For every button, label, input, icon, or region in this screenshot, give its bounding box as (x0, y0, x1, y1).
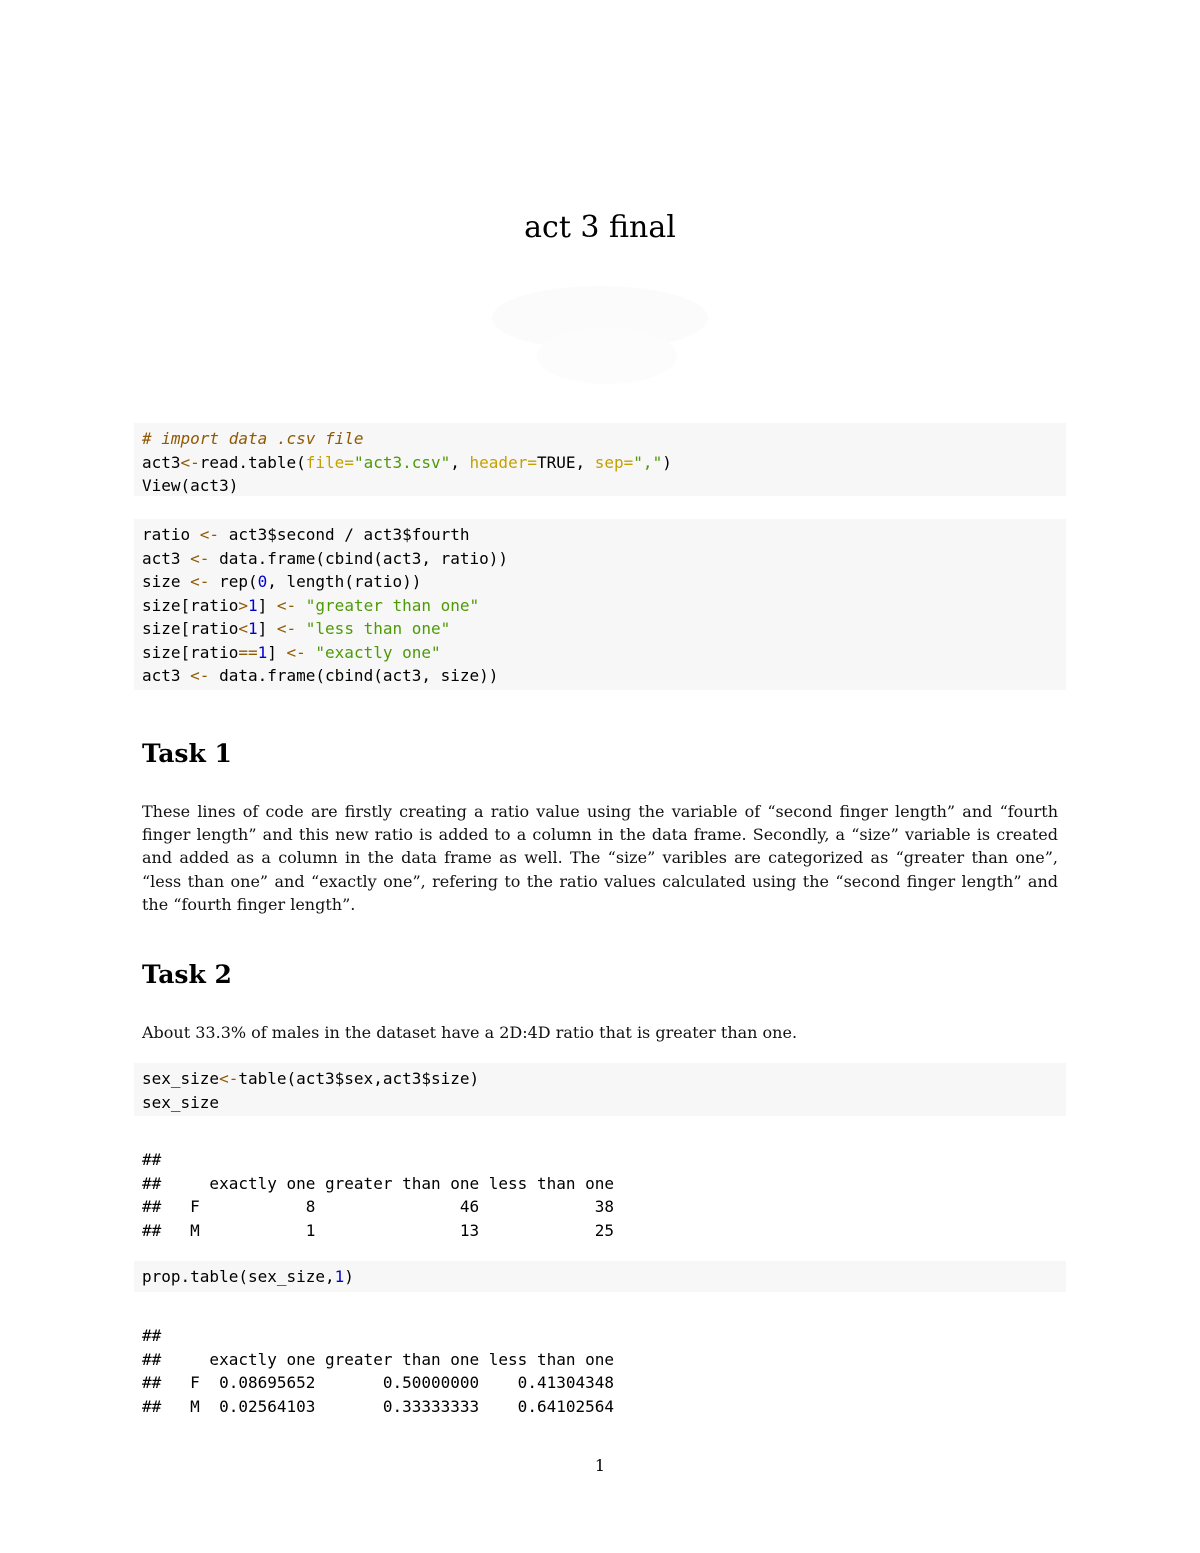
code-line: size <- rep(0, length(ratio)) (142, 572, 422, 591)
task2-paragraph: About 33.3% of males in the dataset have a 2D:4D ratio that is greater than one. (142, 1023, 798, 1042)
task1-heading: Task 1 (142, 739, 232, 768)
code-line-read-table: act3<-read.table(file="act3.csv", header=TRUE, sep=",") (142, 452, 672, 472)
code-line-view: View(act3) (142, 476, 239, 495)
output-line: ## M 0.02564103 0.33333333 0.64102564 (142, 1396, 615, 1416)
page-number: 1 (594, 1456, 606, 1475)
task1-paragraph: These lines of code are firstly creating a ratio value using the variable of “second finger length” and “fourth finger length” and this new ratio is added to a column in the data frame. Secondly, a “size” variable is created and added as a column in the data frame as well. The “size” varibles are categorized as “greater than one”, “less than one” and “exactly one”, refering to the ratio values calculated using the “second finger length” and the “fourth finger length”. (142, 802, 1058, 914)
code-line: sex_size<-table(act3$sex,act3$size) (142, 1069, 480, 1088)
code-block-prop-table (134, 1261, 1066, 1292)
output-line: ## (142, 1326, 162, 1345)
code-block-sex-size (134, 1063, 1066, 1116)
output-line: ## F 8 46 38 (142, 1197, 615, 1216)
output-line: ## M 1 13 25 (142, 1220, 615, 1240)
code-block-ratio (134, 519, 1066, 690)
code-line: size[ratio<1] <- "less than one" (142, 619, 451, 638)
output-table-counts (142, 1148, 614, 1242)
code-line: ratio <- act3$second / act3$fourth (142, 525, 470, 544)
smudge-mark (482, 278, 722, 393)
code-line: size[ratio>1] <- "greater than one" (142, 595, 480, 615)
code-comment: # import data .csv file (142, 429, 364, 448)
output-line: ## exactly one greater than one less than one (142, 1173, 615, 1193)
document-title: act 3 final (524, 210, 676, 245)
code-line: sex_size (142, 1092, 220, 1112)
output-line: ## exactly one greater than one less than one (142, 1349, 615, 1369)
code-line: size[ratio==1] <- "exactly one" (142, 642, 441, 662)
code-line: act3 <- data.frame(cbind(act3, ratio)) (142, 548, 509, 568)
output-line: ## F 0.08695652 0.50000000 0.41304348 (142, 1373, 615, 1392)
output-line: ## (142, 1150, 162, 1169)
code-line: act3 <- data.frame(cbind(act3, size)) (142, 666, 499, 685)
task2-heading: Task 2 (142, 960, 232, 989)
output-table-proportions (142, 1324, 614, 1418)
code-block-import (134, 423, 1066, 496)
code-line: prop.table(sex_size,1) (142, 1267, 354, 1286)
